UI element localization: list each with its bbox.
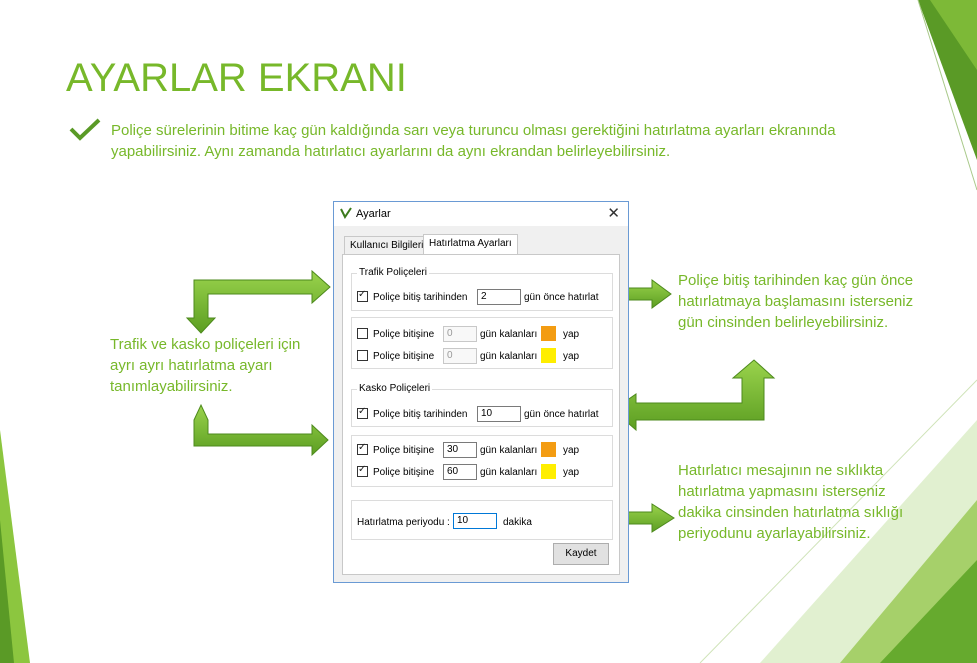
kasko-row3-suffix: gün kalanları [480, 467, 538, 478]
kasko-row1-checkbox[interactable] [357, 408, 368, 419]
kasko-row3-label: Poliçe bitişine [373, 467, 435, 478]
save-button[interactable]: Kaydet [553, 543, 609, 565]
kasko-row1-input[interactable]: 10 [477, 406, 521, 422]
trafik-row3-label: Poliçe bitişine [373, 351, 435, 362]
trafik-row3-input[interactable]: 0 [443, 348, 477, 364]
trafik-row1-input[interactable]: 2 [477, 289, 521, 305]
dialog-titlebar [334, 202, 628, 226]
trafik-row3-suffix: gün kalanları [480, 351, 538, 362]
close-icon[interactable]: ✕ [607, 205, 620, 222]
kasko-row2-input[interactable]: 30 [443, 442, 477, 458]
trafik-row1-checkbox[interactable] [357, 291, 368, 302]
group-trafik-label: Trafik Poliçeleri [359, 267, 427, 278]
group-kasko-colors [351, 435, 613, 487]
trafik-row2-input[interactable]: 0 [443, 326, 477, 342]
trafik-row2-action: yap [563, 329, 580, 340]
trafik-row3-color-swatch[interactable] [541, 348, 556, 363]
trafik-row2-color-swatch[interactable] [541, 326, 556, 341]
callout-right-top: Poliçe bitiş tarihinden kaç gün önce hatırlatmaya başlamasını isterseniz gün cinsinden belirleyebilirsiniz. [678, 272, 914, 331]
bent-arrow-left-bottom [194, 405, 328, 455]
trafik-row2-suffix: gün kalanları [480, 329, 538, 340]
kasko-row3-color-swatch[interactable] [541, 464, 556, 479]
slide-intro: Poliçe sürelerinin bitime kaç gün kaldığında sarı veya turuncu olması gerektiğini hatırlatma ayarları ekranında yapabilirsiniz. Aynı zamanda hatırlatıcı ayarlarını da aynı ekrandan belirleyebilirsiniz. [111, 122, 836, 160]
settings-dialog [333, 201, 629, 583]
bent-arrow-right-middle [613, 360, 774, 430]
kasko-row3-checkbox[interactable] [357, 466, 368, 477]
trafik-row3-action: yap [563, 351, 580, 362]
tab-panel [342, 254, 620, 575]
trafik-row2-label: Poliçe bitişine [373, 329, 435, 340]
period-unit: dakika [503, 517, 532, 528]
slide-title: AYARLAR EKRANI [66, 56, 407, 100]
kasko-row2-color-swatch[interactable] [541, 442, 556, 457]
period-label: Hatırlatma periyodu : [357, 517, 450, 528]
tab-kullanici-bilgileri[interactable]: Kullanıcı Bilgileri [344, 236, 429, 254]
kasko-row1-label: Poliçe bitiş tarihinden [373, 409, 468, 420]
app-logo-icon [340, 207, 352, 219]
kasko-row2-label: Poliçe bitişine [373, 445, 435, 456]
trafik-row1-label: Poliçe bitiş tarihinden [373, 292, 468, 303]
group-kasko-label: Kasko Poliçeleri [359, 383, 431, 394]
trafik-row3-checkbox[interactable] [357, 350, 368, 361]
kasko-row2-action: yap [563, 445, 580, 456]
callout-left: Trafik ve kasko poliçeleri için ayrı ayrı hatırlatma ayarı tanımlayabilirsiniz. [110, 336, 301, 395]
dialog-title: Ayarlar [356, 208, 391, 220]
trafik-row1-suffix: gün önce hatırlat [524, 292, 599, 303]
kasko-row2-checkbox[interactable] [357, 444, 368, 455]
kasko-row3-input[interactable]: 60 [443, 464, 477, 480]
kasko-row1-suffix: gün önce hatırlat [524, 409, 599, 420]
kasko-row3-action: yap [563, 467, 580, 478]
tab-hatirlatma-ayarlari[interactable]: Hatırlatma Ayarları [423, 234, 518, 255]
bent-arrow-left-top [187, 271, 330, 333]
kasko-row2-suffix: gün kalanları [480, 445, 538, 456]
period-input[interactable]: 10 [453, 513, 497, 529]
callout-right-bottom: Hatırlatıcı mesajının ne sıklıkta hatırlatma yapmasını isterseniz dakika cinsinden hatırlatma sıklığı periyodunu ayarlayabilirsiniz. [678, 462, 904, 542]
trafik-row2-checkbox[interactable] [357, 328, 368, 339]
